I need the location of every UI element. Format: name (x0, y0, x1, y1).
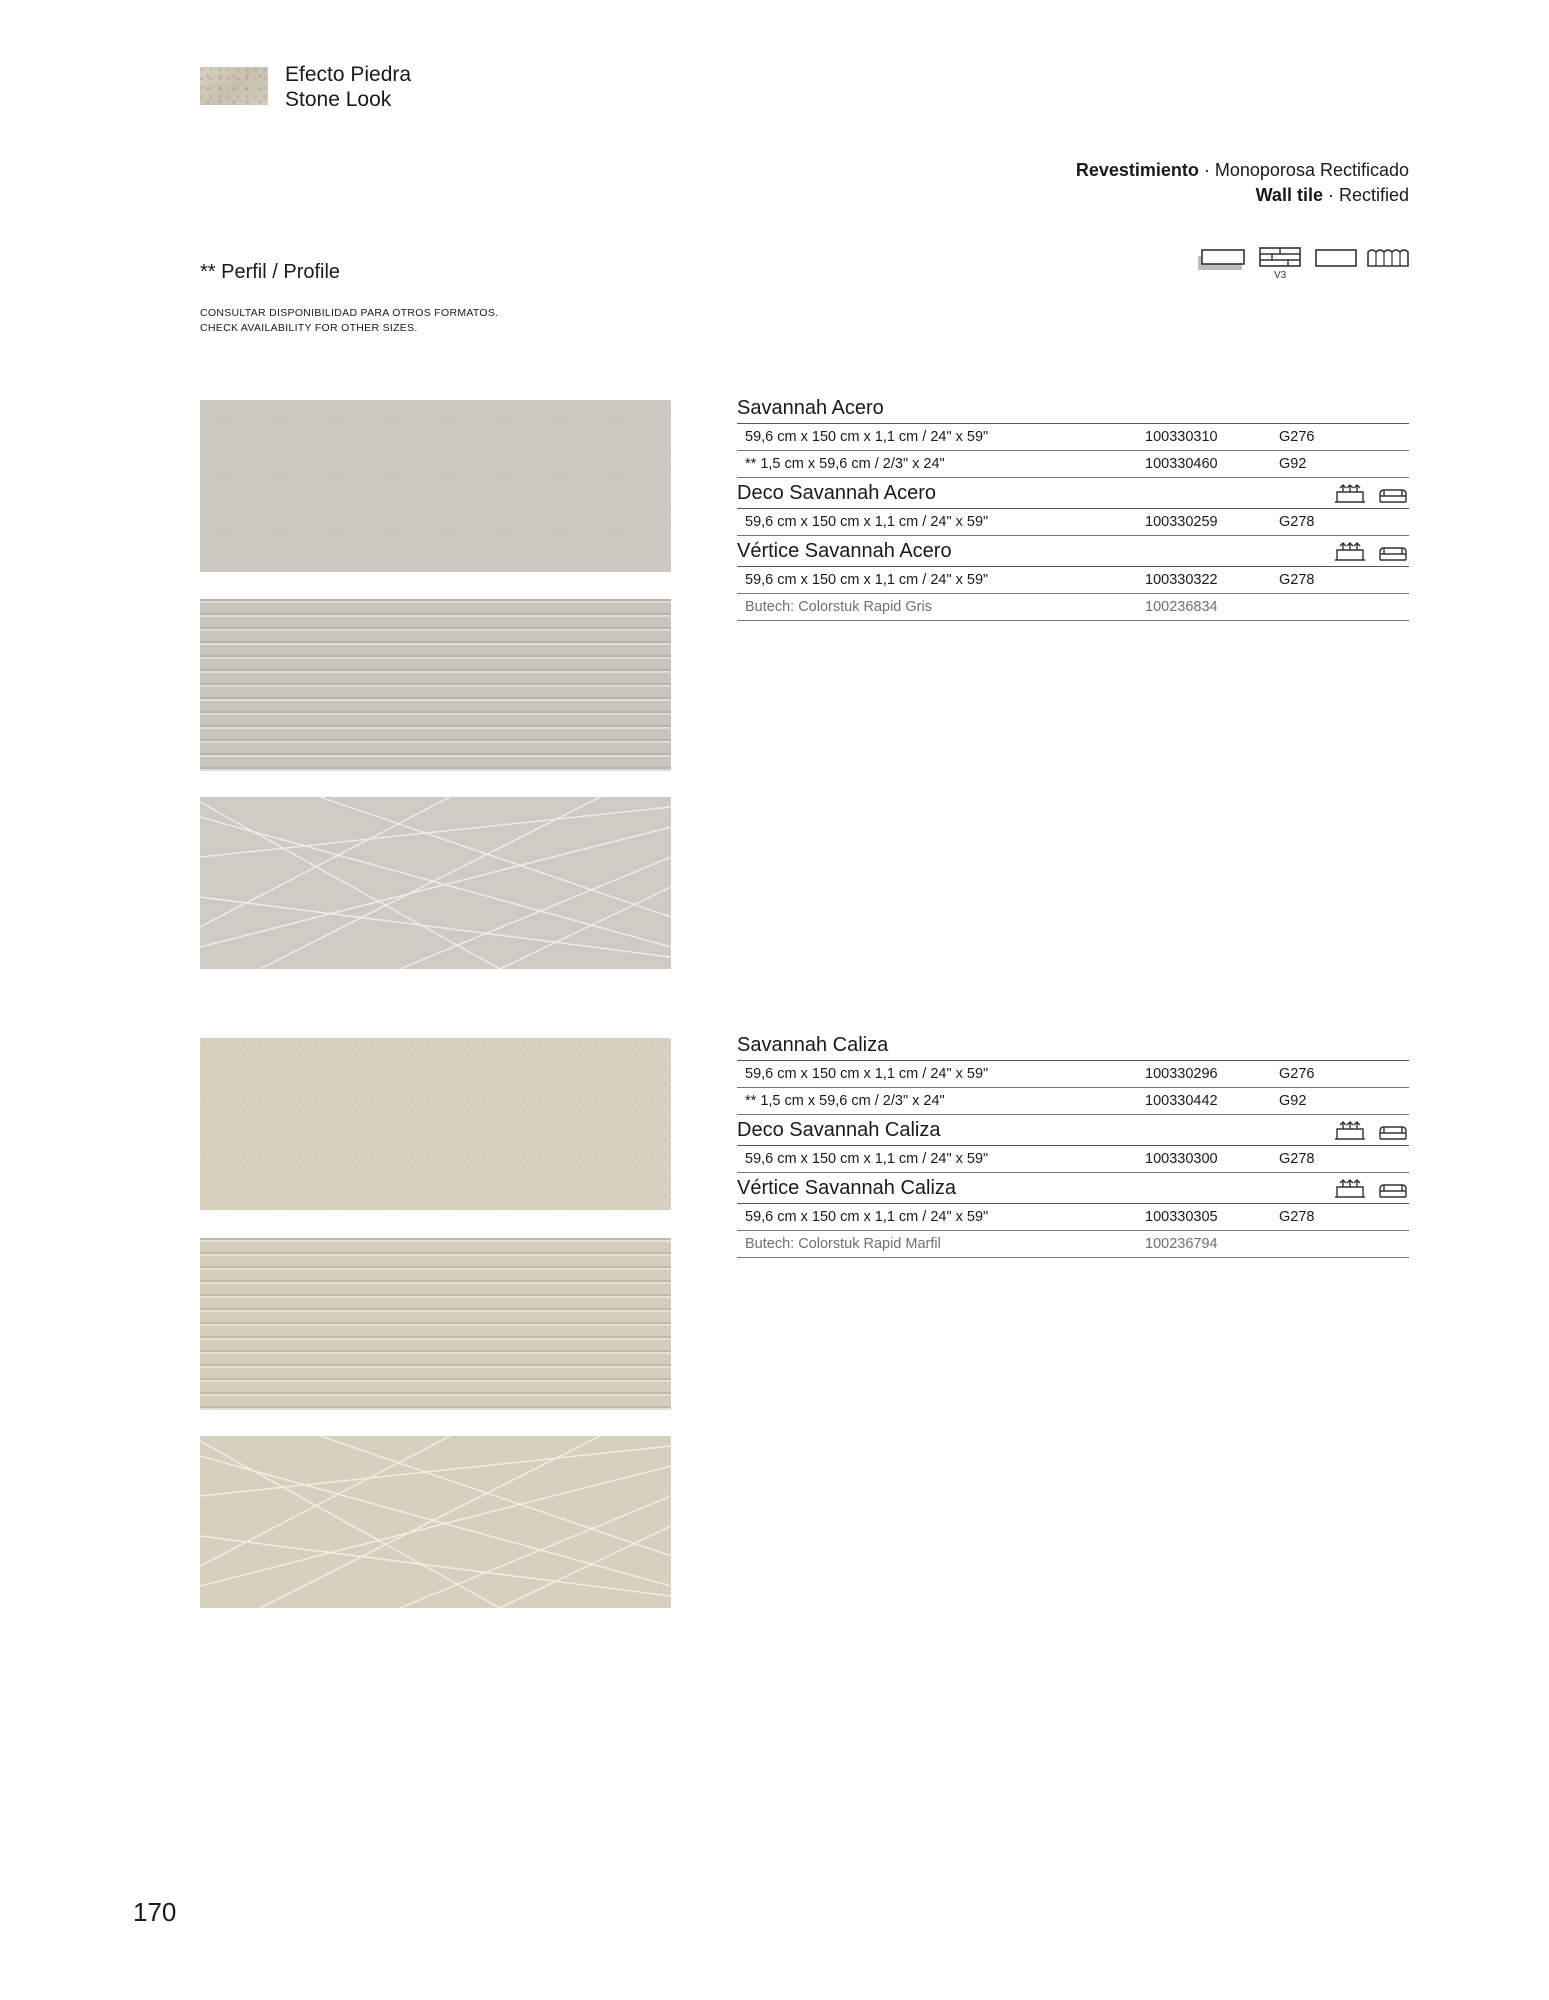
size-cell: 59,6 cm x 150 cm x 1,1 cm / 24" x 59" (745, 572, 989, 588)
living-room-use-icon (1377, 1179, 1409, 1199)
butech-row (737, 1231, 1409, 1258)
category-en: Stone Look (285, 88, 392, 111)
profile-title: ** Perfil / Profile (200, 261, 341, 283)
living-room-use-icon (1377, 542, 1409, 562)
product-table-acero (737, 393, 1409, 621)
format-icons (1196, 246, 1410, 282)
bathroom-use-icon (1333, 1121, 1367, 1141)
table-row (737, 1204, 1409, 1231)
size-cell: 59,6 cm x 150 cm x 1,1 cm / 24" x 59" (745, 514, 989, 530)
tile-image-savannah-acero (200, 400, 671, 572)
table-row (737, 1061, 1409, 1088)
butech-label: Butech: Colorstuk Rapid Gris (745, 599, 932, 615)
living-room-use-icon (1377, 484, 1409, 504)
butech-label: Butech: Colorstuk Rapid Marfil (745, 1236, 941, 1252)
code-cell: 100330296 (1145, 1066, 1218, 1082)
size-cell: ** 1,5 cm x 59,6 cm / 2/3" x 24" (745, 1093, 945, 1109)
availability-line-es: CONSULTAR DISPONIBILIDAD PARA OTROS FORMATOS. (200, 307, 499, 319)
pallet-cell: G276 (1279, 429, 1315, 445)
pallet-cell: G278 (1279, 1151, 1315, 1167)
size-cell: 59,6 cm x 150 cm x 1,1 cm / 24" x 59" (745, 429, 989, 445)
type-en: · Rectified (1327, 185, 1409, 205)
product-title: Deco Savannah Acero (737, 482, 937, 504)
type-es-bold: Revestimiento (1075, 160, 1199, 180)
stone-look-swatch (200, 67, 268, 105)
format-icon-label: V3 (1274, 270, 1287, 281)
code-cell: 100330305 (1145, 1209, 1218, 1225)
pallet-cell: G276 (1279, 1066, 1315, 1082)
tile-image-deco-savannah-acero (200, 599, 671, 771)
pallet-cell: G278 (1279, 572, 1315, 588)
product-title-row (737, 536, 1409, 567)
pallet-cell: G278 (1279, 1209, 1315, 1225)
availability-line-en: CHECK AVAILABILITY FOR OTHER SIZES. (200, 322, 418, 334)
pallet-cell: G92 (1279, 1093, 1307, 1109)
product-title-row (737, 1115, 1409, 1146)
code-cell: 100330322 (1145, 572, 1218, 588)
tile-grid-v3-icon (1260, 248, 1300, 281)
tile-image-vertice-savannah-acero (200, 797, 671, 969)
type-en-bold: Wall tile (1255, 185, 1323, 205)
product-title: Savannah Acero (737, 393, 1409, 424)
wall-tile-rectangle-icon (1316, 250, 1356, 266)
table-row (737, 1146, 1409, 1173)
bathroom-use-icon (1333, 1179, 1367, 1199)
tile-image-deco-savannah-caliza (200, 1238, 671, 1410)
product-title: Vértice Savannah Acero (737, 540, 952, 562)
product-title: Vértice Savannah Caliza (737, 1177, 957, 1199)
table-row (737, 1088, 1409, 1115)
tile-type-label (1076, 158, 1409, 208)
size-cell: 59,6 cm x 150 cm x 1,1 cm / 24" x 59" (745, 1151, 989, 1167)
bathroom-use-icon (1333, 542, 1367, 562)
table-row (737, 509, 1409, 536)
pallet-cell: G92 (1279, 456, 1307, 472)
tile-image-vertice-savannah-caliza (200, 1436, 671, 1608)
category-label (285, 62, 411, 112)
pallet-cell: G278 (1279, 514, 1315, 530)
product-title: Deco Savannah Caliza (737, 1119, 941, 1141)
table-row (737, 424, 1409, 451)
code-cell: 100330442 (1145, 1093, 1218, 1109)
butech-row (737, 594, 1409, 621)
size-cell: ** 1,5 cm x 59,6 cm / 2/3" x 24" (745, 456, 945, 472)
relief-tile-icon (1368, 250, 1408, 266)
butech-code: 100236794 (1145, 1236, 1218, 1252)
size-cell: 59,6 cm x 150 cm x 1,1 cm / 24" x 59" (745, 1066, 989, 1082)
butech-code: 100236834 (1145, 599, 1218, 615)
living-room-use-icon (1377, 1121, 1409, 1141)
tile-image-savannah-caliza (200, 1038, 671, 1210)
product-table-caliza (737, 1030, 1409, 1258)
product-title-row (737, 478, 1409, 509)
code-cell: 100330460 (1145, 456, 1218, 472)
bathroom-use-icon (1333, 484, 1367, 504)
table-row (737, 567, 1409, 594)
availability-note (200, 306, 498, 336)
rectified-edge-icon (1198, 250, 1244, 270)
code-cell: 100330310 (1145, 429, 1218, 445)
product-title: Savannah Caliza (737, 1030, 1409, 1061)
product-title-row (737, 1173, 1409, 1204)
category-es: Efecto Piedra (285, 63, 412, 86)
size-cell: 59,6 cm x 150 cm x 1,1 cm / 24" x 59" (745, 1209, 989, 1225)
code-cell: 100330259 (1145, 514, 1218, 530)
type-es: · Monoporosa Rectificado (1203, 160, 1409, 180)
page-number: 170 (133, 1897, 177, 1927)
code-cell: 100330300 (1145, 1151, 1218, 1167)
table-row (737, 451, 1409, 478)
